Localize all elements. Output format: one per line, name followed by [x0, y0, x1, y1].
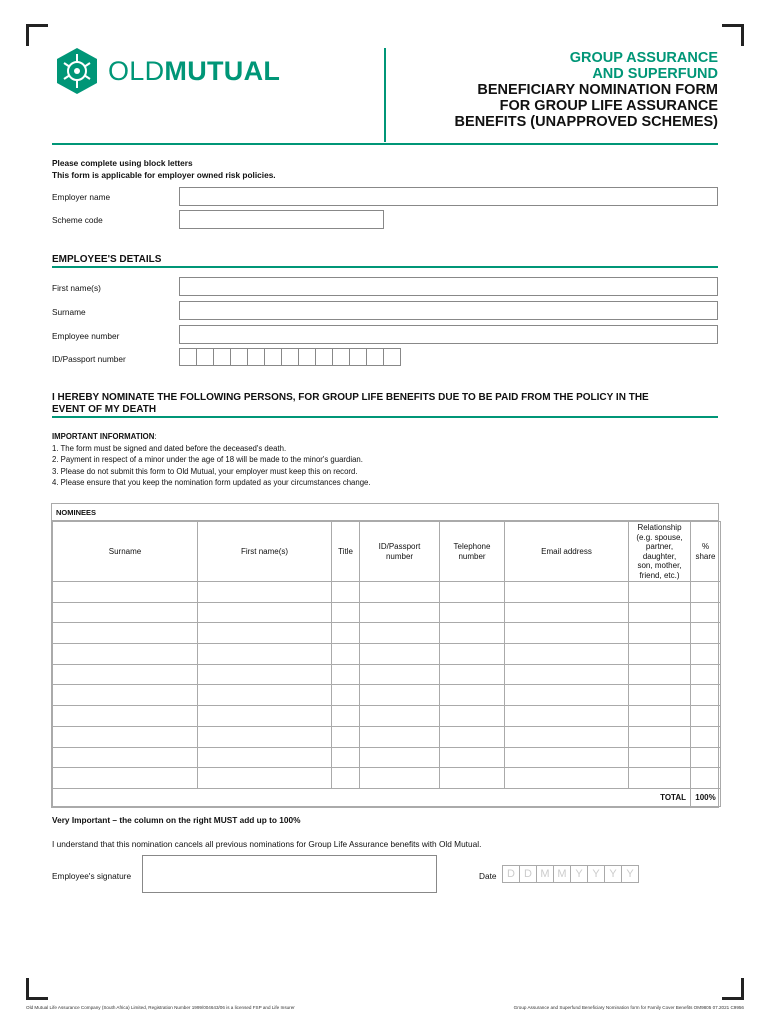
nominee-cell[interactable]: [629, 602, 691, 623]
nominee-cell[interactable]: [629, 768, 691, 789]
nominee-cell[interactable]: [691, 664, 721, 685]
nominee-cell[interactable]: [198, 768, 332, 789]
nominee-cell[interactable]: [691, 768, 721, 789]
nominee-cell[interactable]: [505, 747, 629, 768]
nominee-cell[interactable]: [332, 706, 360, 727]
date-box-year[interactable]: Y: [587, 865, 605, 883]
nominee-cell[interactable]: [629, 664, 691, 685]
nominee-cell[interactable]: [691, 644, 721, 665]
nominee-cell[interactable]: [505, 623, 629, 644]
nominee-cell[interactable]: [198, 685, 332, 706]
surname-label: Surname: [52, 307, 86, 317]
nominee-cell[interactable]: [629, 644, 691, 665]
info-item: 1. The form must be signed and dated before the deceased's death.: [52, 443, 287, 453]
nominee-cell[interactable]: [505, 602, 629, 623]
id-digit-box[interactable]: [298, 348, 316, 366]
nominee-cell[interactable]: [505, 582, 629, 603]
nominee-cell[interactable]: [332, 582, 360, 603]
nominee-row: [53, 602, 721, 623]
nominee-cell[interactable]: [505, 768, 629, 789]
id-passport-label: ID/Passport number: [52, 354, 126, 364]
total-value: 100%: [691, 788, 721, 806]
nominees-caption: NOMINEES: [52, 504, 718, 521]
nominee-cell[interactable]: [440, 685, 505, 706]
nominee-cell[interactable]: [691, 726, 721, 747]
nominee-cell[interactable]: [332, 726, 360, 747]
nominee-cell[interactable]: [53, 623, 198, 644]
nominee-cell[interactable]: [629, 726, 691, 747]
date-box-day[interactable]: D: [502, 865, 520, 883]
important-information: IMPORTANT INFORMATION: 1. The form must be signed and dated before the deceased's death. 2. Payment in respect of a minor under the age of 18 will be made to the minor's guardian. 3. Please do not submit this form to Old Mutual, your employer must keep this on record. 4. Please ensure that you keep the nomination form updated as your circumstances change.: [52, 432, 371, 488]
col-relationship: Relationship (e.g. spouse, partner, daughter, son, mother, friend, etc.): [629, 522, 691, 582]
crop-mark-bottom-left: [26, 978, 48, 1000]
id-digit-box[interactable]: [281, 348, 299, 366]
id-digit-box[interactable]: [315, 348, 333, 366]
nominee-cell[interactable]: [360, 623, 440, 644]
nominee-cell[interactable]: [360, 644, 440, 665]
first-names-label: First name(s): [52, 283, 101, 293]
id-digit-box[interactable]: [349, 348, 367, 366]
info-item: 3. Please do not submit this form to Old Mutual, your employer must keep this on record.: [52, 466, 358, 476]
id-digit-box[interactable]: [383, 348, 401, 366]
nominee-row: [53, 582, 721, 603]
info-item: 2. Payment in respect of a minor under the age of 18 will be made to the minor's guardian.: [52, 455, 363, 465]
date-field[interactable]: [502, 865, 638, 883]
nominee-row: [53, 664, 721, 685]
header-rule: [52, 143, 718, 145]
nominee-cell[interactable]: [360, 582, 440, 603]
nominee-cell[interactable]: [440, 664, 505, 685]
id-digit-box[interactable]: [247, 348, 265, 366]
nominee-cell[interactable]: [440, 726, 505, 747]
nominee-cell[interactable]: [629, 623, 691, 644]
surname-field[interactable]: [179, 301, 718, 320]
date-box-month[interactable]: M: [536, 865, 554, 883]
date-label: Date: [479, 871, 497, 881]
nominee-cell[interactable]: [332, 602, 360, 623]
brand-name: OLDMUTUAL: [108, 55, 281, 86]
title-line: BENEFITS (UNAPPROVED SCHEMES): [454, 114, 718, 130]
id-passport-field[interactable]: [179, 348, 400, 366]
intro-instruction: Please complete using block letters: [52, 158, 193, 168]
col-surname: Surname: [53, 522, 198, 582]
nominee-cell[interactable]: [691, 623, 721, 644]
col-email: Email address: [505, 522, 629, 582]
footer-legal: Old Mutual Life Assurance Company (South Africa) Limited, Registration Number 1999/004643/06 is a licensed FSP and Life Insurer: [26, 1005, 295, 1010]
id-digit-box[interactable]: [196, 348, 214, 366]
title-line: BENEFICIARY NOMINATION FORM: [477, 82, 718, 98]
nominee-cell[interactable]: [332, 644, 360, 665]
signature-field[interactable]: [142, 855, 437, 893]
employer-name-field[interactable]: [179, 187, 718, 206]
first-names-field[interactable]: [179, 277, 718, 296]
nominee-cell[interactable]: [629, 747, 691, 768]
id-digit-box[interactable]: [366, 348, 384, 366]
nominee-cell[interactable]: [440, 623, 505, 644]
nominee-cell[interactable]: [53, 664, 198, 685]
nomination-heading-line: I HEREBY NOMINATE THE FOLLOWING PERSONS, FOR GROUP LIFE BENEFITS DUE TO BE PAID FROM THE POLICY IN THE: [52, 392, 649, 403]
employee-section-rule: [52, 266, 718, 268]
nomination-section-rule: [52, 416, 718, 418]
nominee-cell[interactable]: [53, 768, 198, 789]
signature-label: Employee's signature: [52, 871, 132, 881]
nominee-row: [53, 726, 721, 747]
nominee-cell[interactable]: [53, 602, 198, 623]
total-label: TOTAL: [53, 788, 691, 806]
id-digit-box[interactable]: [264, 348, 282, 366]
nominees-table: [51, 503, 719, 808]
header-divider: [384, 48, 386, 142]
scheme-code-label: Scheme code: [52, 215, 103, 225]
date-box-year[interactable]: Y: [621, 865, 639, 883]
old-mutual-logo: [52, 46, 280, 96]
crop-mark-top-left: [26, 24, 48, 46]
nominee-cell[interactable]: [440, 602, 505, 623]
nominee-cell[interactable]: [440, 644, 505, 665]
nominee-cell[interactable]: [53, 644, 198, 665]
nominee-cell[interactable]: [198, 706, 332, 727]
nominee-cell[interactable]: [691, 747, 721, 768]
crop-mark-bottom-right: [722, 978, 744, 1000]
crop-mark-top-right: [722, 24, 744, 46]
date-box-year[interactable]: Y: [570, 865, 588, 883]
nomination-heading: [52, 392, 649, 416]
nominee-cell[interactable]: [691, 685, 721, 706]
nominee-cell[interactable]: [505, 664, 629, 685]
nominee-row: [53, 685, 721, 706]
nominee-cell[interactable]: [332, 664, 360, 685]
nominee-cell[interactable]: [440, 582, 505, 603]
nominee-row: [53, 644, 721, 665]
nominee-cell[interactable]: [360, 706, 440, 727]
col-share: % share: [691, 522, 721, 582]
id-digit-box[interactable]: [179, 348, 197, 366]
nominee-cell[interactable]: [198, 602, 332, 623]
date-box-month[interactable]: M: [553, 865, 571, 883]
nominee-row: [53, 747, 721, 768]
nominee-row: [53, 623, 721, 644]
employee-number-field[interactable]: [179, 325, 718, 344]
very-important-note: Very Important – the column on the right MUST add up to 100%: [52, 815, 301, 825]
nominee-cell[interactable]: [360, 747, 440, 768]
nominee-cell[interactable]: [505, 726, 629, 747]
date-box-year[interactable]: Y: [604, 865, 622, 883]
nominee-cell[interactable]: [332, 747, 360, 768]
nominee-cell[interactable]: [198, 664, 332, 685]
nominee-cell[interactable]: [629, 706, 691, 727]
nominee-cell[interactable]: [505, 706, 629, 727]
id-digit-box[interactable]: [213, 348, 231, 366]
old-mutual-emblem-icon: [52, 46, 102, 96]
nominee-cell[interactable]: [691, 602, 721, 623]
nominee-cell[interactable]: [505, 644, 629, 665]
nominee-cell[interactable]: [332, 623, 360, 644]
intro-applicability: This form is applicable for employer owned risk policies.: [52, 170, 276, 180]
form-title: [455, 50, 718, 130]
info-item: 4. Please ensure that you keep the nomination form updated as your circumstances change.: [52, 478, 371, 488]
nominee-cell[interactable]: [53, 726, 198, 747]
title-line: GROUP ASSURANCE: [569, 50, 718, 66]
nominee-cell[interactable]: [198, 623, 332, 644]
nominee-cell[interactable]: [198, 582, 332, 603]
nominee-cell[interactable]: [629, 582, 691, 603]
title-line: FOR GROUP LIFE ASSURANCE: [499, 98, 718, 114]
nominee-cell[interactable]: [332, 685, 360, 706]
nominee-row: [53, 706, 721, 727]
id-digit-box[interactable]: [332, 348, 350, 366]
nominee-cell[interactable]: [440, 706, 505, 727]
nominee-cell[interactable]: [53, 582, 198, 603]
important-label: IMPORTANT INFORMATION: [52, 432, 155, 441]
employer-name-label: Employer name: [52, 192, 111, 202]
nominee-cell[interactable]: [440, 768, 505, 789]
employee-details-heading: EMPLOYEE'S DETAILS: [52, 254, 162, 265]
id-digit-box[interactable]: [230, 348, 248, 366]
nominee-cell[interactable]: [360, 726, 440, 747]
nominee-cell[interactable]: [53, 747, 198, 768]
nominee-cell[interactable]: [53, 706, 198, 727]
col-title: Title: [332, 522, 360, 582]
nominee-cell[interactable]: [691, 706, 721, 727]
scheme-code-field[interactable]: [179, 210, 384, 229]
col-first-names: First name(s): [198, 522, 332, 582]
nomination-heading-line: EVENT OF MY DEATH: [52, 404, 157, 415]
footer-form-ref: Group Assurance and Superfund Beneficiary Nomination form for Family Cover Benefits OM9805 07.2021 C9956: [513, 1005, 744, 1010]
nominee-cell[interactable]: [360, 602, 440, 623]
employee-number-label: Employee number: [52, 331, 120, 341]
col-telephone: Telephone number: [440, 522, 505, 582]
nominee-cell[interactable]: [198, 644, 332, 665]
title-line: AND SUPERFUND: [592, 66, 718, 82]
date-box-day[interactable]: D: [519, 865, 537, 883]
nominee-cell[interactable]: [332, 768, 360, 789]
nominee-cell[interactable]: [360, 768, 440, 789]
col-id-passport: ID/Passport number: [360, 522, 440, 582]
nominee-cell[interactable]: [691, 582, 721, 603]
understand-statement: I understand that this nomination cancels all previous nominations for Group Life Assurance benefits with Old Mutual.: [52, 839, 482, 849]
nominee-cell[interactable]: [629, 685, 691, 706]
nominee-cell[interactable]: [360, 685, 440, 706]
nominee-cell[interactable]: [198, 726, 332, 747]
nominee-row: [53, 768, 721, 789]
nominee-cell[interactable]: [505, 685, 629, 706]
nominee-cell[interactable]: [53, 685, 198, 706]
nominee-cell[interactable]: [440, 747, 505, 768]
nominee-cell[interactable]: [360, 664, 440, 685]
nominee-cell[interactable]: [198, 747, 332, 768]
